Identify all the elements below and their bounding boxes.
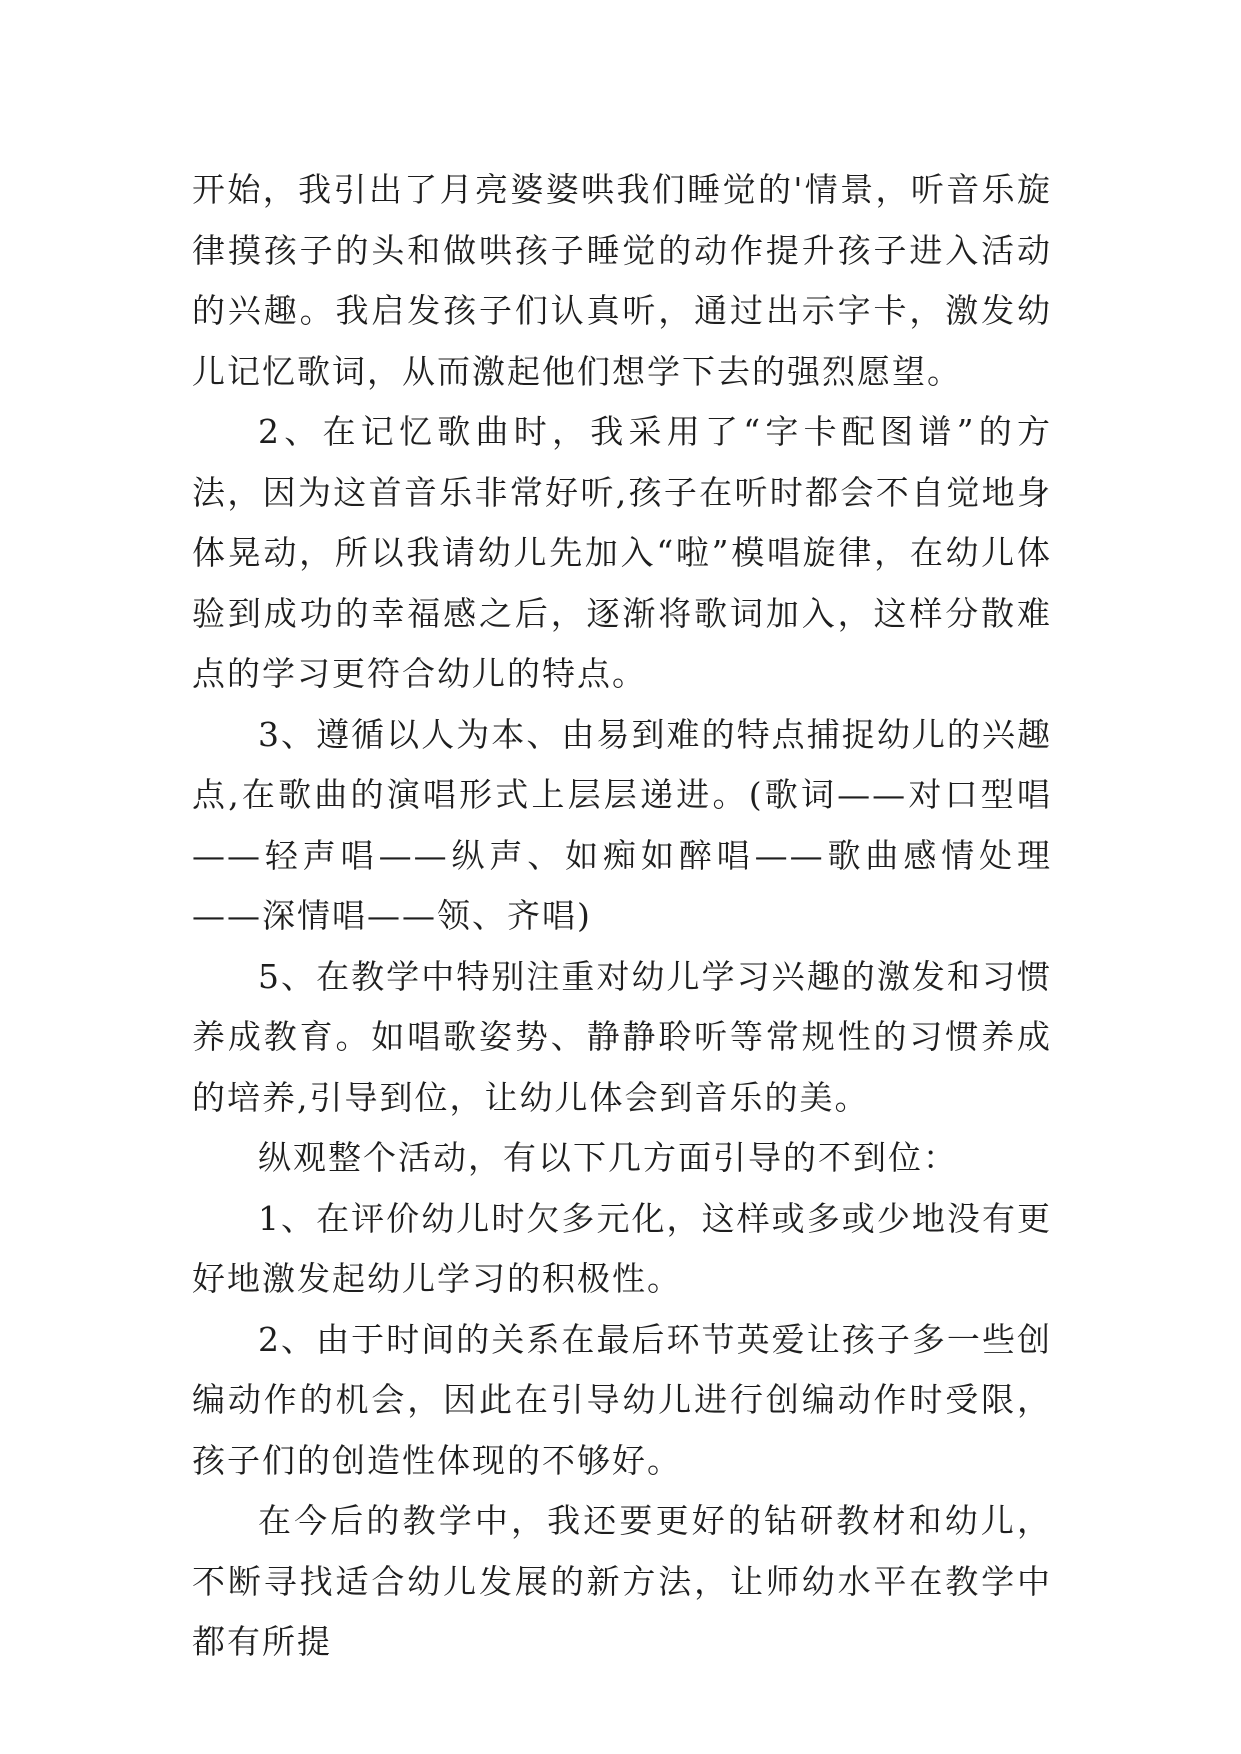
- document-body: [192, 160, 1052, 1673]
- paragraph-5: 纵观整个活动，有以下几方面引导的不到位：: [258, 1138, 958, 1177]
- paragraph-3: 3、遵循以人为本、由易到难的特点捕捉幼儿的兴趣点,在歌曲的演唱形式上层层递进。(歌词——对口型唱——轻声唱——纵声、如痴如醉唱——歌曲感情处理——深情唱——领、齐唱): [192, 714, 1052, 935]
- paragraph-7: 2、由于时间的关系在最后环节英爱让孩子多一些创编动作的机会，因此在引导幼儿进行创编动作时受限，孩子们的创造性体现的不够好。: [192, 1319, 1052, 1480]
- paragraph-6: 1、在评价幼儿时欠多元化，这样或多或少地没有更好地激发起幼儿学习的积极性。: [192, 1198, 1052, 1298]
- paragraph-4: 5、在教学中特别注重对幼儿学习兴趣的激发和习惯养成教育。如唱歌姿势、静静聆听等常规性的习惯养成的培养,引导到位，让幼儿体会到音乐的美。: [192, 956, 1052, 1117]
- paragraph-2: 2、在记忆歌曲时，我采用了“字卡配图谱”的方法，因为这首音乐非常好听,孩子在听时都会不自觉地身体晃动，所以我请幼儿先加入“啦”模唱旋律，在幼儿体验到成功的幸福感之后，逐渐将歌词加入，这样分散难点的学习更符合幼儿的特点。: [192, 412, 1052, 693]
- paragraph-1: 开始，我引出了月亮婆婆哄我们睡觉的'情景，听音乐旋律摸孩子的头和做哄孩子睡觉的动作提升孩子进入活动的兴趣。我启发孩子们认真听，通过出示字卡，激发幼儿记忆歌词，从而激起他们想学下去的强烈愿望。: [192, 170, 1052, 391]
- paragraph-8: 在今后的教学中，我还要更好的钻研教材和幼儿，不断寻找适合幼儿发展的新方法，让师幼水平在教学中都有所提: [192, 1501, 1052, 1661]
